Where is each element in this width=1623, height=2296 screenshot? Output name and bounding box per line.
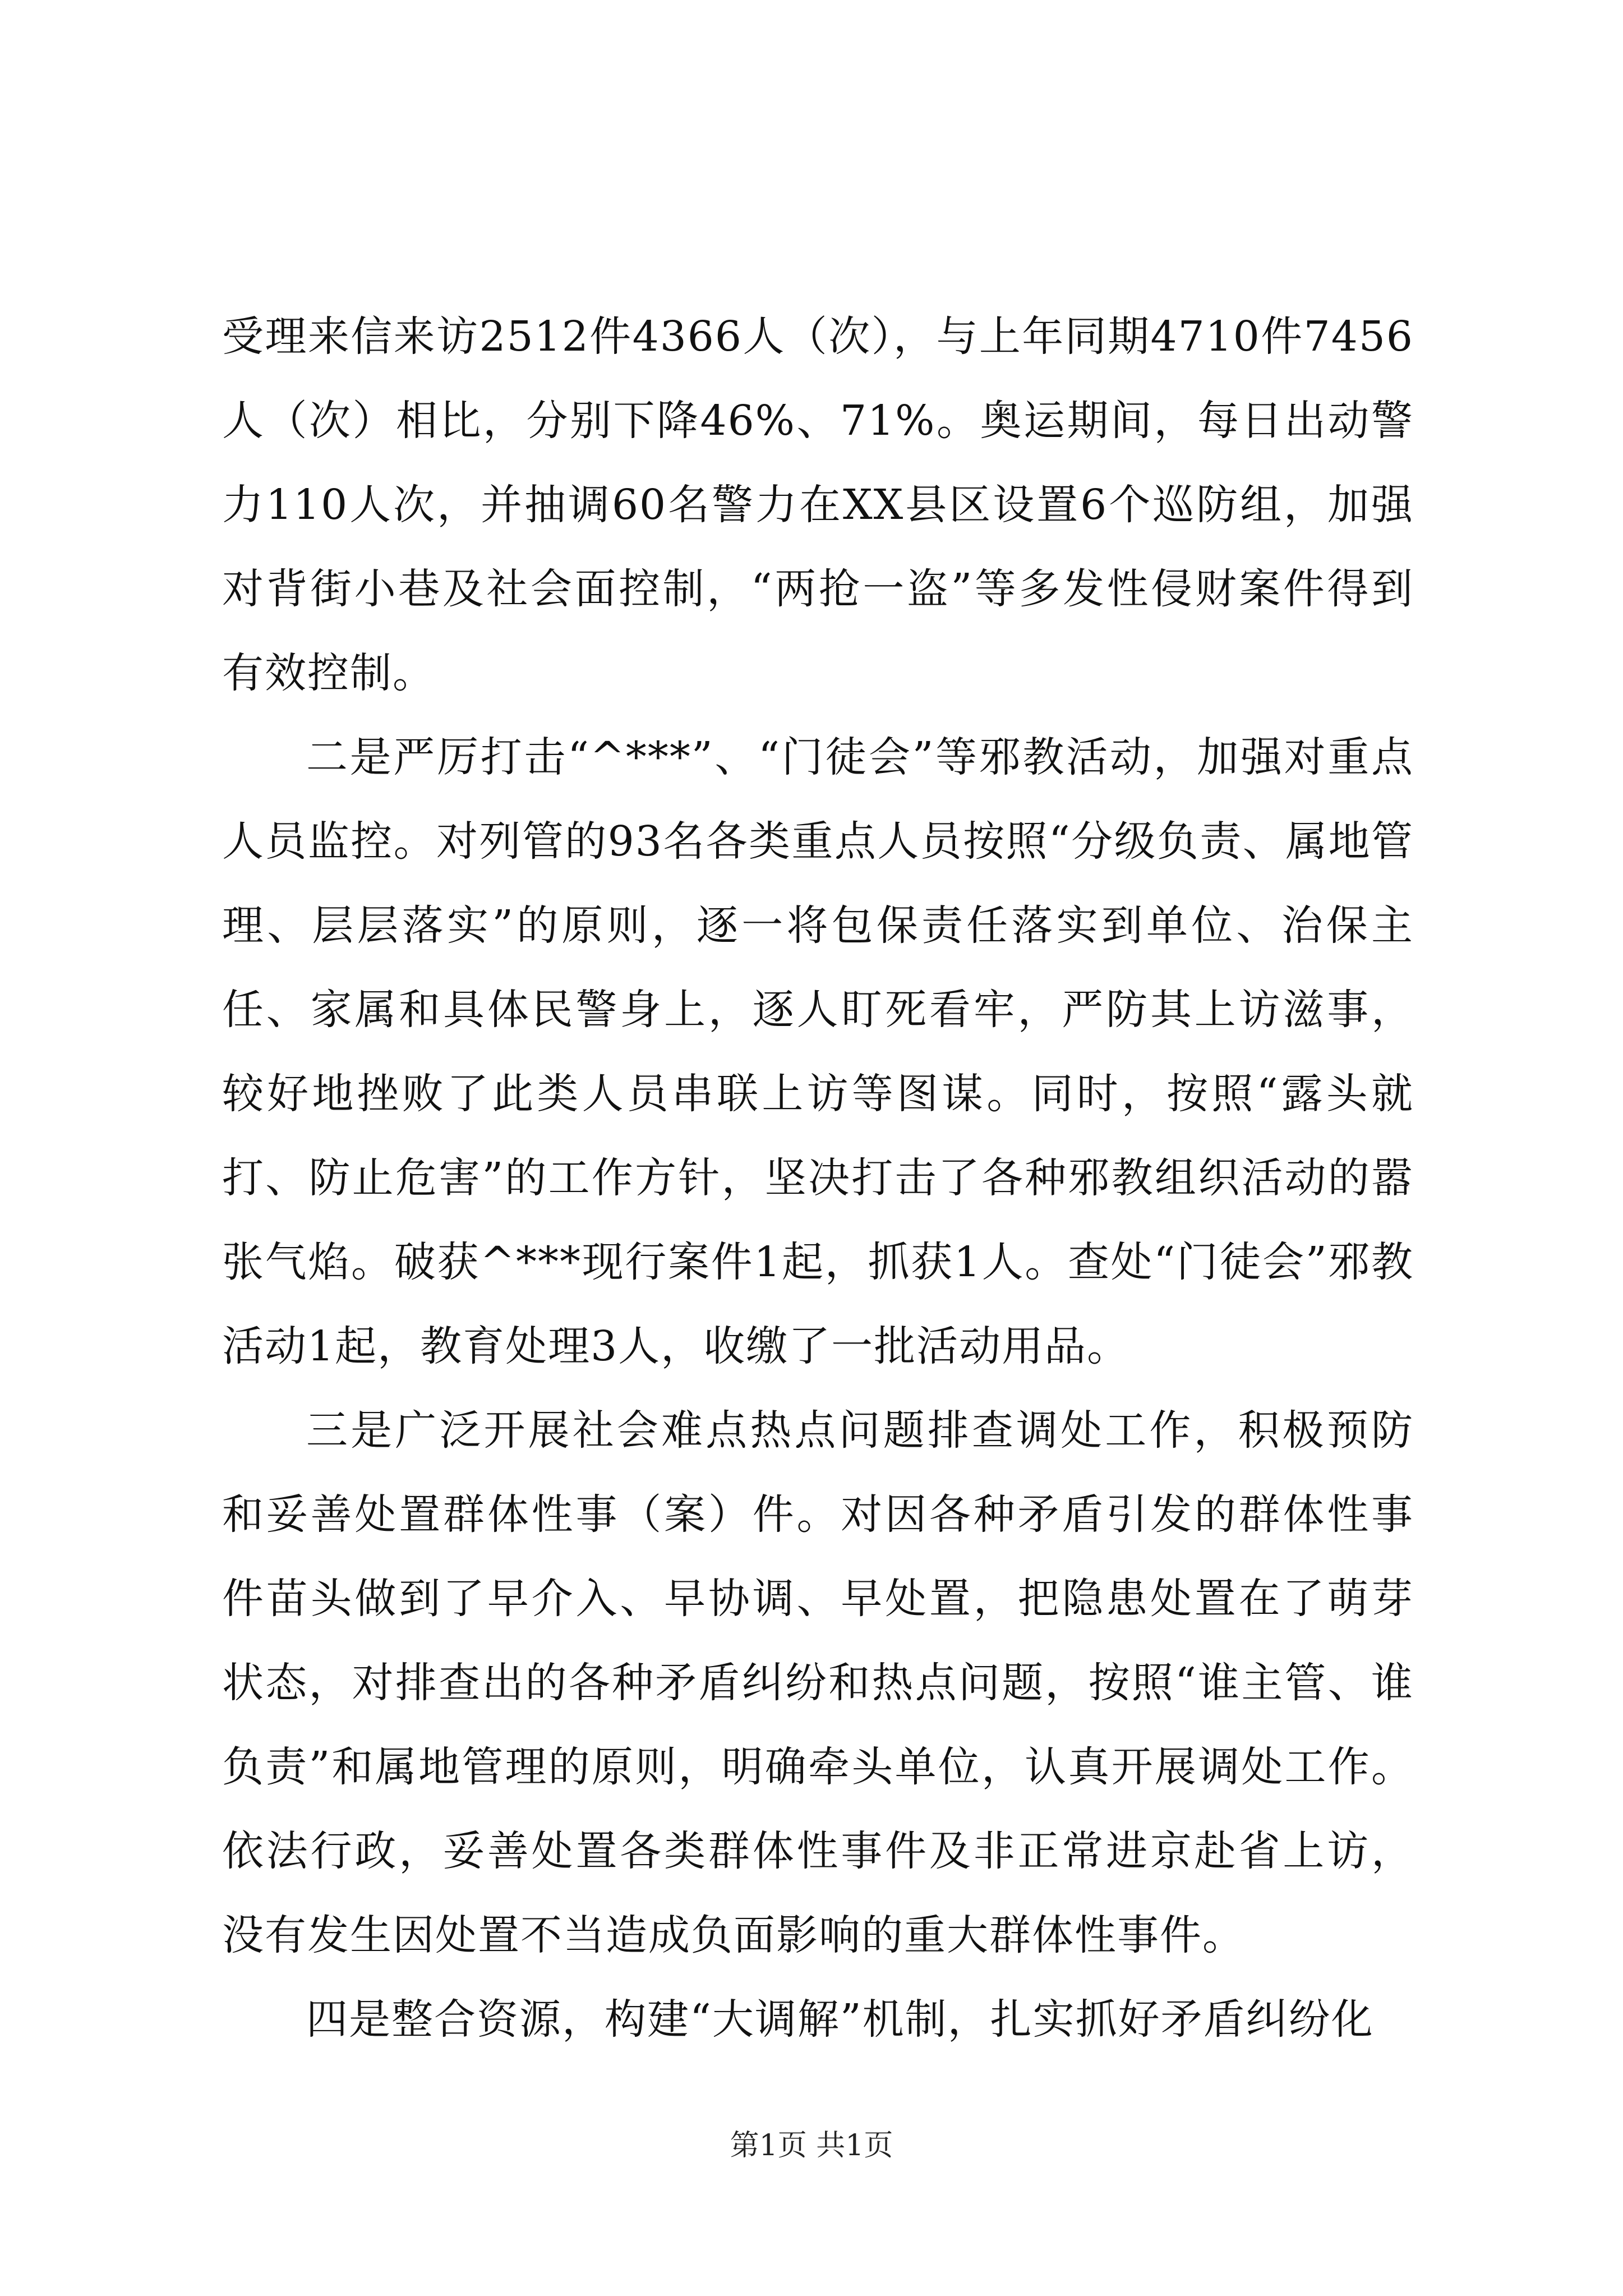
paragraph-continuation: 受理来信来访2512件4366人（次），与上年同期4710件7456人（次）相比，分别下降46%、71%。奥运期间，每日出动警力110人次，并抽调60名警力在XX县区设置6个巡防组，加强对背街小巷及社会面控制，“两抢一盗”等多发性侵财案件得到有效控制。	[222, 312, 1414, 697]
document-body	[222, 295, 1414, 2062]
paragraph-cult-crackdown: 二是严厉打击“^***”、“门徒会”等邪教活动，加强对重点人员监控。对列管的93名各类重点人员按照“分级负责、属地管理、层层落实”的原则，逐一将包保责任落实到单位、治保主任、家属和具体民警身上，逐人盯死看牢，严防其上访滋事，较好地挫败了此类人员串联上访等图谋。同时，按照“露头就打、防止危害”的工作方针，坚决打击了各种邪教组织活动的嚣张气焰。破获^***现行案件1起，抓获1人。查处“门徒会”邪教活动1起，教育处理3人，收缴了一批活动用品。	[222, 733, 1414, 1370]
paragraph-dispute-investigation: 三是广泛开展社会难点热点问题排查调处工作，积极预防和妥善处置群体性事（案）件。对因各种矛盾引发的群体性事件苗头做到了早介入、早协调、早处置，把隐患处置在了萌芽状态，对排查出的各种矛盾纠纷和热点问题，按照“谁主管、谁负责”和属地管理的原则，明确牵头单位，认真开展调处工作。依法行政，妥善处置各类群体性事件及非正常进京赴省上访，没有发生因处置不当造成负面影响的重大群体性事件。	[222, 1406, 1414, 1959]
page-number-label: 第1页 共1页	[730, 2129, 893, 2162]
paragraph-mediation-mechanism: 四是整合资源，构建“大调解”机制，扎实抓好矛盾纠纷化	[306, 1995, 1374, 2044]
page-footer	[0, 2126, 1623, 2165]
